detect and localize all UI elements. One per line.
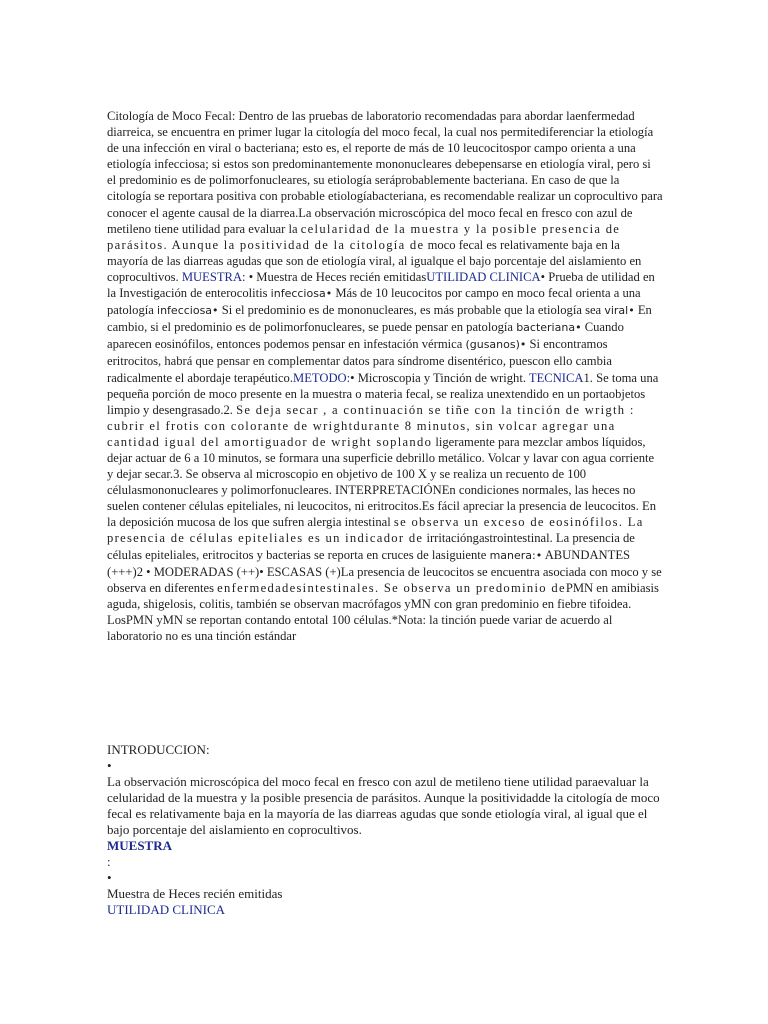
tecnica-text: 1. Se toma una pequeña porción de moco presente en la muestra o materia fecal, se realiza unextendido en un portaobjetos limpio y desengrasado.2. [107, 370, 659, 417]
bullet: • [146, 564, 151, 579]
second-section [107, 742, 663, 918]
muestra-text: Muestra de Heces recién emitidas [256, 269, 427, 284]
bullet: • [350, 370, 355, 385]
enfermedades-spaced: enfermedadesintestinales. Se observa un predominio de [217, 580, 566, 595]
escasas-text: ESCASAS (+)La presencia de leucocitos se encuentra asociada con moco y se observa en diferentes [107, 564, 662, 595]
pmn-text: PMN en amibiasis aguda, shigelosis, colitis, también se [107, 580, 659, 611]
document-body [107, 108, 663, 644]
introduccion-heading: INTRODUCCION: [107, 742, 210, 757]
intro-text: Citología de Moco Fecal: Dentro de las pruebas de laboratorio recomendadas para abordar laenfermedad diarreica, se encuentra en primer lugar la citología del moco fecal, la cual nos permitediferenciar la etiología de una infección en viral o bacteriana; esto es, el reporte de más de 10 leucocitospor campo orienta a una etiología infecciosa; si estos son predominantemente mononucleares debepensarse en etiología viral, pero si el predominio es de polimorfonucleares, su etiología seráprobablemente bacteriana. En caso de que la citología se reportara positiva con probable etiologíabacteriana, es recomendable realizar un coprocultivo para conocer el agente causal de la diarrea.La observación microscópica del moco fecal en fresco con azul de metileno tiene utilidad para evaluar la [107, 109, 663, 236]
tecnica-text-spaced: Se deja secar , a continuación se tiñe con la tinción de wrigth : cubrir el frotis con colorante de wrightdurante 8 minutos, sin volcar agregar una cantidad igual del amortiguador de wright soplando [107, 402, 635, 449]
infecciosa-tag: infecciosa• [270, 287, 333, 301]
intro-text-spaced: celularidad de la muestra y la posible presencia de parásitos. Aunque la positividad de la citología de [107, 221, 621, 252]
interpretacion-spaced: se observa un exceso de eosinófilos. La presencia de células epiteliales es un indicador de [107, 515, 644, 546]
utilidad-text: Más de 10 leucocitos por campo en moco fecal orienta a una patología [107, 286, 641, 318]
utilidad-text: En cambio, si el predominio es de polimorfonucleares, se puede pensar en patología [107, 303, 652, 335]
muestra-body: Muestra de Heces recién emitidas [107, 886, 283, 901]
tecnica-text-end: ligeramente para mezclar ambos líquidos, dejar actuar de 6 a 10 minutos, se formara una superficie debrillo metálico. Volcar y lavar con agua corriente y dejar secar.3. Se observa al microscopio en objetivo de 100 X y se realiza un recuento de 100 célulasmononucleares y polimorfonucleares. INTERPRETACIÓNEn condiciones normales, las heces no suelen contener células epiteliales, ni leucocitos, ni eritrocitos.Es fácil apreciar la presencia de leucocitos. En la deposición mucosa de los que sufren alergia intestinal [107, 434, 656, 530]
utilidad-clinica-link[interactable]: UTILIDAD CLINICA [426, 269, 541, 284]
manera-tag: manera:• [489, 548, 543, 562]
tecnica-link[interactable]: TECNICA [528, 370, 584, 385]
moderadas-text: MODERADAS (++)• [153, 564, 264, 579]
abundantes-text: ABUNDANTES (+++)2 [107, 547, 631, 579]
muestra-heading-link[interactable]: MUESTRA [107, 838, 173, 853]
utilidad-text: Cuando aparecen eosinófilos, entonces podemos pensar en infestación vérmica [107, 320, 624, 352]
infecciosa-tag: infecciosa• [157, 304, 219, 318]
utilidad-text: Si encontramos eritrocitos, habrá que pensar en complementar datos para síndrome disentérico, puescon ello cambia radicalmente el abordaje terapéutico. [107, 337, 612, 385]
gusanos-tag: (gusanos)• [465, 338, 527, 352]
bullet: • [540, 269, 546, 284]
metodo-link[interactable]: METODO: [293, 370, 351, 385]
utilidad-text: Si el predominio es de mononucleares, es más probable que la etiología sea [221, 303, 602, 318]
bullet: • [107, 758, 112, 773]
introduccion-body: La observación microscópica del moco fecal en fresco con azul de metileno tiene utilidad paraevaluar la celularidad de la muestra y la posible presencia de parásitos. Aunque la positividadde la citología de moco fecal es relativamente baja en la mayoría de las diarreas agudas que sonde etiología viral, al igual que el bajo porcentaje del aislamiento en coprocultivos. [107, 774, 660, 837]
utilidad-text: Prueba de utilidad en la Investigación de enterocolitis [107, 269, 655, 301]
final-text: observan macrófagos yMN con gran predominio en fiebre tifoidea. LosPMN yMN se reportan contando entotal 100 células.*Nota: la tinción puede variar de acuerdo al laboratorio no es una tinción estándar [107, 596, 632, 643]
bullet: • [107, 870, 112, 885]
colon: : [107, 854, 111, 869]
bullet: • [248, 269, 254, 284]
muestra-link[interactable]: MUESTRA [181, 269, 243, 284]
interpretacion-text: irritacióngastrointestinal. La presencia de células epiteliales, eritrocitos y bacterias se reporta en cruces de lasiguiente [107, 531, 635, 562]
utilidad-clinica-heading-link[interactable]: UTILIDAD CLINICA [107, 902, 226, 917]
bacteriana-tag: bacteriana• [516, 321, 582, 335]
colon: : [242, 269, 246, 284]
intro-text-end: moco fecal es relativamente baja en la mayoría de las diarreas agudas que son de etiología viral, al igualque el bajo porcentaje del aislamiento en coprocultivos. [107, 237, 642, 284]
viral-tag: viral• [604, 304, 635, 318]
metodo-text: Microscopia y Tinción de wright. [357, 370, 526, 385]
